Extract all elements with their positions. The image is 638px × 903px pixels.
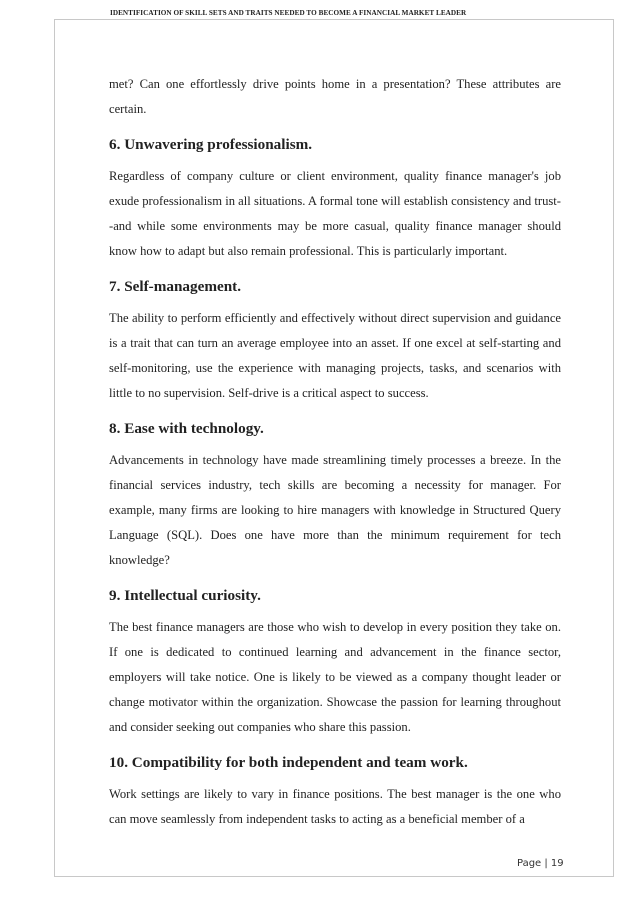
section-body-9: The best finance managers are those who wish to develop in every position they take on. If one is dedicated to continued learning and advancement in the finance sector, employers will take notice. One is likely to be viewed as a company thought leader or change motivator within the organization. Showcase the passion for learning throughout and consider seeking out companies who share this passion. — [109, 620, 561, 734]
section-body-10: Work settings are likely to vary in finance positions. The best manager is the one who can move seamlessly from independent tasks to acting as a beneficial member of a — [109, 787, 561, 826]
section-body-7: The ability to perform efficiently and effectively without direct supervision and guidance is a trait that can turn an average employee into an asset. If one excel at self-starting and self-monitoring, use the experience with managing projects, tasks, and scenarios with little to no supervision. Self-drive is a critical aspect to success. — [109, 311, 561, 400]
running-header: IDENTIFICATION OF SKILL SETS AND TRAITS NEEDED TO BECOME A FINANCIAL MARKET LEADER — [110, 9, 467, 17]
document-body — [109, 72, 561, 832]
intro-paragraph: met? Can one effortlessly drive points home in a presentation? These attributes are certain. — [109, 77, 561, 116]
section-heading-8: 8. Ease with technology. — [109, 420, 264, 437]
section-heading-10: 10. Compatibility for both independent and team work. — [109, 754, 468, 771]
section-heading-9: 9. Intellectual curiosity. — [109, 587, 261, 604]
section-heading-7: 7. Self-management. — [109, 278, 242, 295]
page-number: Page | 19 — [517, 858, 564, 869]
section-heading-6: 6. Unwavering professionalism. — [109, 136, 313, 153]
section-body-6: Regardless of company culture or client environment, quality finance manager's job exude professionalism in all situations. A formal tone will establish consistency and trust--and while some environments may be more casual, quality finance manager should know how to adapt but also remain professional. This is particularly important. — [109, 169, 561, 258]
section-body-8: Advancements in technology have made streamlining timely processes a breeze. In the financial services industry, tech skills are becoming a necessity for manager. For example, many firms are looking to hire managers with knowledge in Structured Query Language (SQL). Does one have more than the minimum requirement for tech knowledge? — [109, 453, 561, 567]
